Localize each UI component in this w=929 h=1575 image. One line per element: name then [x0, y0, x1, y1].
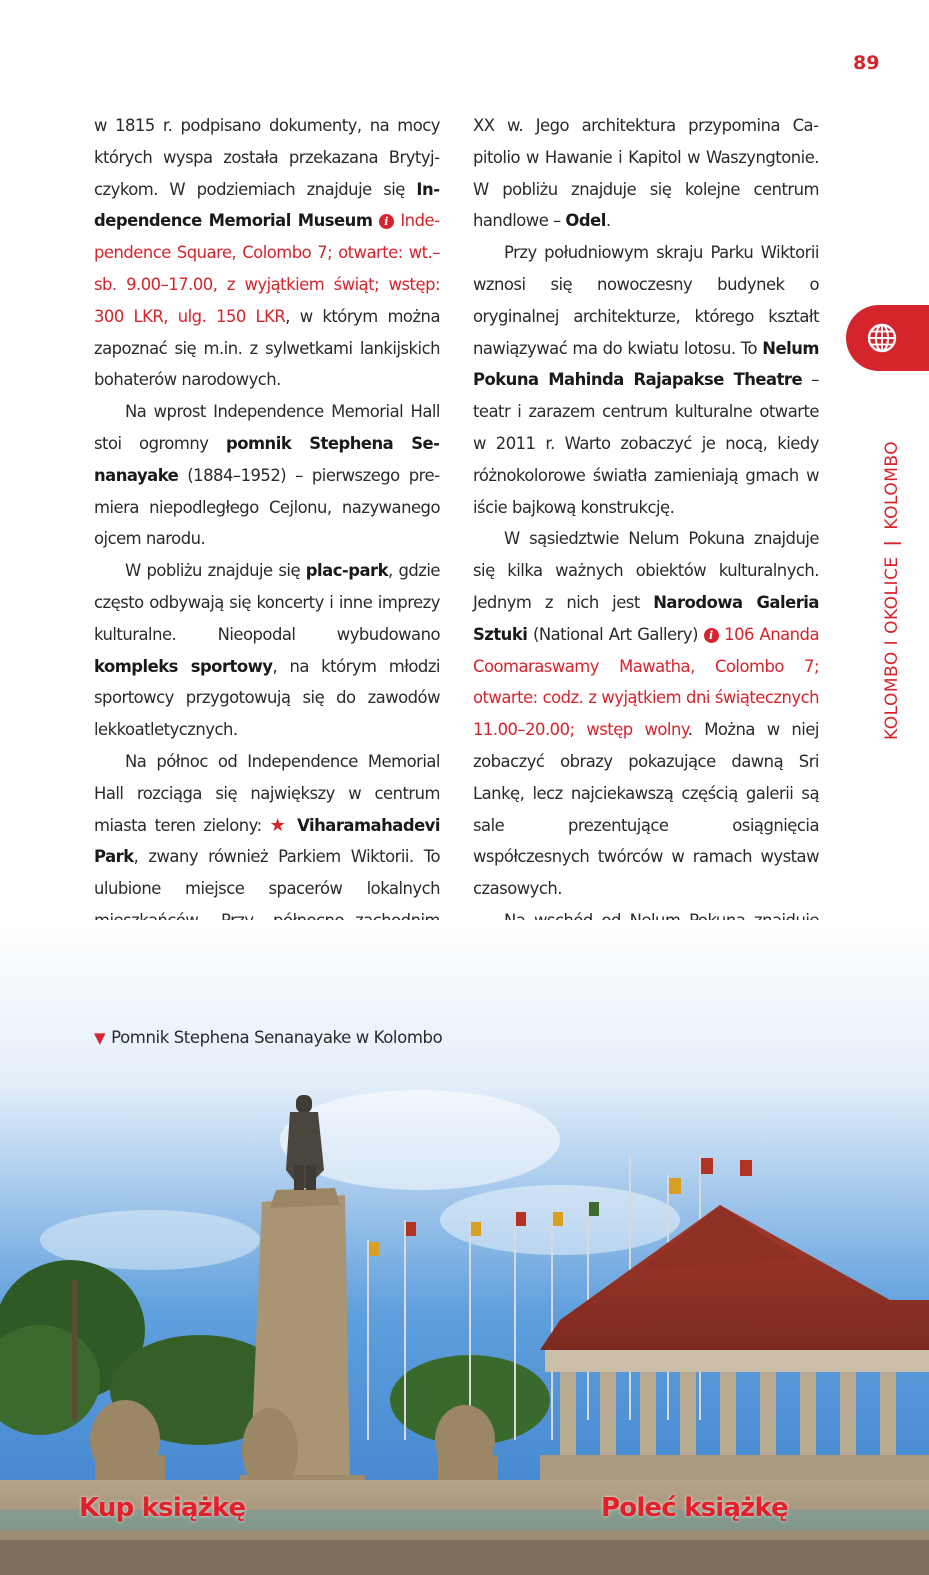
- body-text: W pobliżu znajduje się: [125, 561, 306, 581]
- highlight-sports-complex: kompleks sportowy: [94, 656, 273, 676]
- photo-senanayake-monument: [0, 920, 929, 1575]
- body-text: (1884–1952) – pierwszego premiera niepodległego Cejlonu, nazywanego ojcem narodu.: [94, 465, 440, 549]
- chapter-label: [882, 441, 902, 740]
- globe-icon: [866, 322, 898, 354]
- section-title: KOLOMBO I OKOLICE: [882, 556, 902, 740]
- museum-info-text: Independence Square, Colombo 7; otwarte: wt.–sb. 9.00–17.00, z wyjątkiem świąt; wstęp: 300 LKR, ulg. 150 LKR: [94, 211, 440, 326]
- right-column: [473, 110, 819, 969]
- paragraph: [94, 110, 440, 396]
- triangle-down-icon: ▼: [94, 1029, 106, 1047]
- body-text: .: [605, 211, 611, 231]
- star-icon: ★: [269, 814, 290, 836]
- highlight-plac-park: plac-park: [305, 561, 388, 581]
- highlight-independence-museum: Independence Memorial Museum: [94, 179, 440, 231]
- separator: |: [882, 539, 902, 547]
- highlight-park: Viharamahadevi Park: [94, 815, 440, 867]
- gallery-info-text: 106 Ananda Coomaraswamy Mawatha, Colombo 7; otwarte: codz. z wyjątkiem dni świątecznych 11.00–20.00; wstęp wolny: [473, 624, 820, 740]
- paragraph: [473, 237, 819, 523]
- highlight-gallery: Narodowa Galeria Sztuki: [473, 592, 819, 644]
- caption-text: Pomnik Stephena Senanayake w Kolombo: [111, 1028, 443, 1047]
- buy-book-link[interactable]: Kup książkę: [79, 1493, 246, 1523]
- body-text: Przy południowym skraju Parku Wiktorii wznosi się nowoczesny budynek o oryginalnej architekturze, którego kształt nawiązywać ma do kwiatu lotosu. To: [473, 243, 819, 358]
- chapter-title: KOLOMBO: [882, 440, 902, 530]
- chapter-tab: [846, 305, 929, 371]
- body-text: , w którym można zapoznać się m.in. z sylwetkami lankijskich bohaterów narodowych.: [94, 306, 440, 390]
- info-icon: i: [704, 628, 719, 643]
- photo-illustration: [0, 920, 929, 1575]
- left-column: [94, 110, 440, 1000]
- body-text: w 1815 r. podpisano dokumenty, na mocy których wyspa została przekazana Brytyjczykom. W podziemiach znajduje się: [94, 116, 440, 199]
- body-text: XX w. Jego architektura przypomina Capitolio w Hawanie i Kapitol w Waszyngtonie. W pobliżu znajduje się kolejne centrum handlowe –: [473, 116, 819, 231]
- recommend-book-link[interactable]: Poleć książkę: [601, 1493, 788, 1523]
- page-number: 89: [853, 52, 880, 74]
- highlight-theatre: Nelum Pokuna Mahinda Rajapakse Theatre: [473, 338, 819, 390]
- paragraph: [473, 523, 819, 905]
- body-text: Na północ od Independence Memorial Hall rozciąga się największy w centrum miasta teren zielony:: [94, 751, 440, 835]
- body-text: Na wprost Independence Memorial Hall stoi ogromny: [94, 402, 440, 453]
- highlight-odel: Odel: [565, 211, 606, 231]
- body-text: , gdzie często odbywają się koncerty i inne imprezy kulturalne. Nieopodal wybudowano: [94, 561, 440, 644]
- body-text: – teatr i zarazem centrum kulturalne otwarte w 2011 r. Warto zobaczyć je nocą, kiedy różnokolorowe światła zamieniają gmach w iście bajkową konstrukcję.: [473, 370, 819, 517]
- body-text: , na którym młodzi sportowcy przygotowują się do zawodów lekkoatletycznych.: [94, 656, 440, 740]
- photo-caption: [94, 1028, 442, 1047]
- info-icon: i: [379, 214, 394, 229]
- body-text: W sąsiedztwie Nelum Pokuna znajduje się kilka ważnych obiektów kulturalnych. Jednym z nich jest: [473, 529, 819, 612]
- paragraph: [94, 555, 440, 746]
- body-text: , zwany również Parkiem Wiktorii. To ulubione miejsce spacerów lokalnych: [94, 847, 440, 899]
- body-text: (National Art Gallery): [527, 624, 704, 644]
- highlight-monument: pomnik Stephena Senanayake: [94, 433, 440, 485]
- paragraph: [473, 110, 819, 237]
- paragraph: [94, 396, 440, 555]
- body-text: . Można w niej zobaczyć obrazy pokazujące dawną Sri Lankę, lecz najciekawszą częścią galerii są sale prezentujące osiągnięcia współczesnych twórców w ramach wystaw czasowych.: [473, 720, 819, 899]
